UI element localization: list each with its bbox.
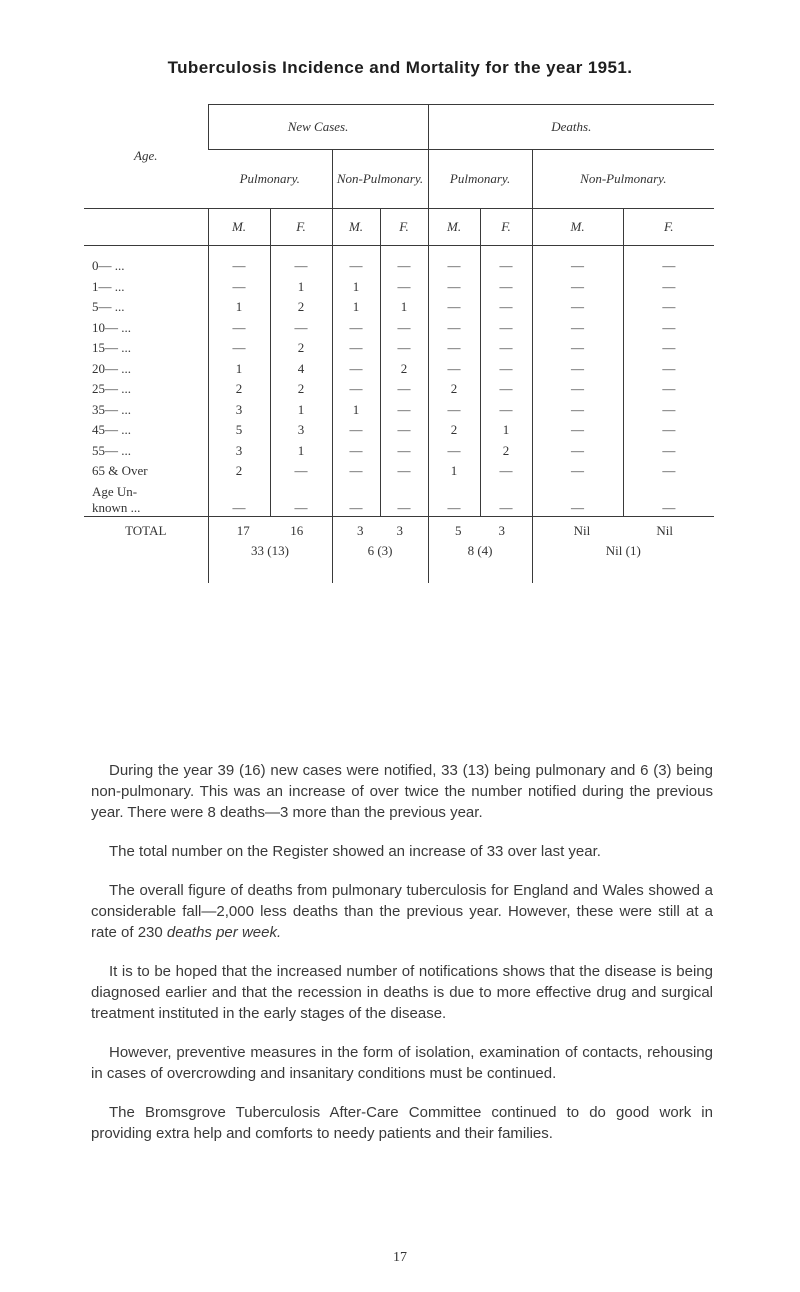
total-new-pulm-f: 16 [290,522,304,538]
paragraph-national-figures [91,880,713,943]
table-cell: — [332,420,380,441]
table-cell: — [270,461,332,482]
table-row [84,318,714,339]
table-cell: — [532,318,623,339]
paragraph-hope: It is to be hoped that the increased number of notifications shows that the disease is being diagnosed earlier and that the recession in deaths is due to more effective drug and surgical treatment instituted in the early stages of the disease. [91,963,713,1022]
table-cell: — [532,277,623,298]
table-cell: 2 [380,359,428,380]
sex-header-m: M. [532,209,623,246]
table-cell: 1 [270,277,332,298]
table-cell: — [480,318,532,339]
paragraph-preventive: However, preventive measures in the form of isolation, examination of contacts, rehousing in cases of overcrowding and insanitary conditions must be continued. [91,1044,713,1082]
table-row [84,277,714,298]
table-row [84,246,714,277]
table-cell: — [532,441,623,462]
table-cell: — [208,246,270,277]
tuberculosis-table [84,104,714,583]
age-group-label: 20— ... [92,360,131,376]
paragraph-national-text: The overall figure of deaths from pulmonary tuberculosis for England and Wales showed a considerable fall—2,000 less deaths than the previous year. However, these were still at a rate of 230 [91,882,713,941]
table-row [84,338,714,359]
table-cell: — [332,246,380,277]
sex-header-m: M. [208,209,270,246]
age-group-label: 10— ... [92,319,131,335]
total-deaths-non-pulmonary [532,516,714,583]
total-row [84,516,714,583]
table-cell: — [380,246,428,277]
table-cell: — [480,482,532,517]
total-death-pulm-f: 3 [498,522,506,538]
deaths-pulmonary-header: Pulmonary. [428,150,532,209]
age-unknown-line2: known ... [92,499,141,515]
table-cell: — [208,277,270,298]
table-cell: — [428,277,480,298]
table-cell: 2 [270,379,332,400]
table-cell: 1 [270,441,332,462]
table-body [84,246,714,482]
table-cell: — [623,338,714,359]
table-cell: — [428,482,480,517]
age-group-label: 65 & Over [92,463,148,479]
total-new-pulmonary [208,516,332,583]
table-row [84,400,714,421]
table-cell: — [380,318,428,339]
table-cell: 3 [208,441,270,462]
paragraph-register: The total number on the Register showed an increase of 33 over last year. [109,843,601,860]
paragraph-new-cases: During the year 39 (16) new cases were notified, 33 (13) being pulmonary and 6 (3) being non-pulmonary. This was an increase of over twice the number notified during the previous year. There were 8 deaths—3 more than the previous year. [91,762,713,821]
total-new-nonpulm-f: 3 [396,522,404,538]
total-new-pulm-m: 17 [236,522,250,538]
table-cell: — [532,482,623,517]
table-cell: — [428,400,480,421]
table-cell: — [623,420,714,441]
age-group-label: 15— ... [92,340,131,356]
table-cell: — [380,379,428,400]
table-cell: — [480,277,532,298]
sex-header-m: M. [332,209,380,246]
table-cell: 1 [332,277,380,298]
table-cell: 1 [380,297,428,318]
table-cell: — [380,338,428,359]
table-row [84,297,714,318]
age-group-label: 35— ... [92,401,131,417]
table-cell: — [208,482,270,517]
table-cell: 2 [428,420,480,441]
age-group-label: 5— ... [92,299,125,315]
deaths-non-pulmonary-header: Non-Pulmonary. [532,150,714,209]
table-cell: — [332,379,380,400]
table-cell: — [532,246,623,277]
table-cell: — [532,420,623,441]
table-cell: — [270,482,332,517]
total-new-non-pulmonary [332,516,428,583]
table-cell: 2 [270,338,332,359]
total-new-pulm-sum: 33 (13) [251,542,289,558]
table-cell: — [332,338,380,359]
age-unknown-line1: Age Un- [92,483,138,499]
table-cell: — [380,441,428,462]
total-new-nonpulm-sum: 6 (3) [367,542,393,558]
table-row [84,359,714,380]
page-number: 17 [393,1250,407,1265]
new-pulmonary-header: Pulmonary. [208,150,332,209]
table-cell: 1 [428,461,480,482]
paragraph-national-emphasis: deaths per week. [166,924,282,941]
table-cell: 1 [270,400,332,421]
table-cell: — [428,441,480,462]
table-cell: — [480,297,532,318]
table-cell: 3 [270,420,332,441]
table-row [84,461,714,482]
total-deaths-pulmonary [428,516,532,583]
total-death-pulm-m: 5 [455,522,462,538]
sex-header-f: F. [270,209,332,246]
total-label: TOTAL [84,516,208,583]
table-cell: — [332,318,380,339]
age-group-label: 45— ... [92,422,131,438]
age-subheader-blank [84,209,208,246]
table-cell: 2 [428,379,480,400]
table-cell: — [623,400,714,421]
table-cell: — [428,338,480,359]
table-cell: — [208,318,270,339]
table-cell: — [208,338,270,359]
table-row [84,379,714,400]
table-cell: 1 [480,420,532,441]
table-cell: — [380,277,428,298]
table-cell: — [270,246,332,277]
table-cell: — [428,359,480,380]
table-cell: — [532,379,623,400]
total-death-nonpulm-m: Nil [573,522,591,538]
page-title: Tuberculosis Incidence and Mortality for the year 1951. [167,58,633,77]
table-cell: — [623,441,714,462]
total-new-nonpulm-m: 3 [357,522,364,538]
table-cell: 5 [208,420,270,441]
table-row [84,420,714,441]
table-cell: — [428,297,480,318]
table-cell: — [532,400,623,421]
age-group-label: 0— ... [92,258,125,274]
table-cell: — [332,482,380,517]
table-cell: — [623,379,714,400]
sex-header-f: F. [380,209,428,246]
table-cell: — [380,482,428,517]
table-cell: — [480,461,532,482]
table-cell: — [623,277,714,298]
table-cell: — [480,338,532,359]
total-death-nonpulm-sum: Nil (1) [605,542,641,558]
table-cell: — [623,359,714,380]
table-cell: — [332,359,380,380]
table-cell: 2 [208,379,270,400]
table-row [84,482,714,517]
sex-header-m: M. [428,209,480,246]
table-cell: — [480,246,532,277]
table-cell: — [623,482,714,517]
table-cell: — [380,400,428,421]
table-cell: 2 [480,441,532,462]
table-cell: — [480,359,532,380]
table-cell: — [332,461,380,482]
table-cell: — [532,461,623,482]
table-cell: — [428,246,480,277]
table-cell: 3 [208,400,270,421]
new-cases-header: New Cases. [208,105,428,150]
age-group-label: 1— ... [92,278,125,294]
table-cell: — [532,297,623,318]
age-group-label: 25— ... [92,381,131,397]
table-cell: — [332,441,380,462]
table-cell: — [270,318,332,339]
sex-header-f: F. [623,209,714,246]
age-group-label: 55— ... [92,442,131,458]
total-death-nonpulm-f: Nil [656,522,673,538]
table-cell: — [623,318,714,339]
table-cell: — [480,379,532,400]
table-cell: — [623,461,714,482]
table-cell: — [428,318,480,339]
new-non-pulmonary-header: Non-Pulmonary. [332,150,428,209]
table-cell: — [480,400,532,421]
table-cell: 1 [208,359,270,380]
table-cell: — [380,420,428,441]
paragraph-after-care: The Bromsgrove Tuberculosis After-Care Committee continued to do good work in providing extra help and comforts to needy patients and their families. [91,1104,713,1142]
table-cell: 2 [270,297,332,318]
table-cell: 2 [208,461,270,482]
total-death-pulm-sum: 8 (4) [467,542,493,558]
age-header: Age. [84,105,208,209]
table-cell: — [380,461,428,482]
table-cell: — [623,297,714,318]
commentary [91,760,713,1162]
deaths-header: Deaths. [428,105,714,150]
table-cell: — [532,338,623,359]
table-cell: 1 [332,400,380,421]
table-cell: 1 [208,297,270,318]
table-cell: 1 [332,297,380,318]
table-cell: — [532,359,623,380]
table-row [84,441,714,462]
table-cell: — [623,246,714,277]
table-cell: 4 [270,359,332,380]
sex-header-f: F. [480,209,532,246]
